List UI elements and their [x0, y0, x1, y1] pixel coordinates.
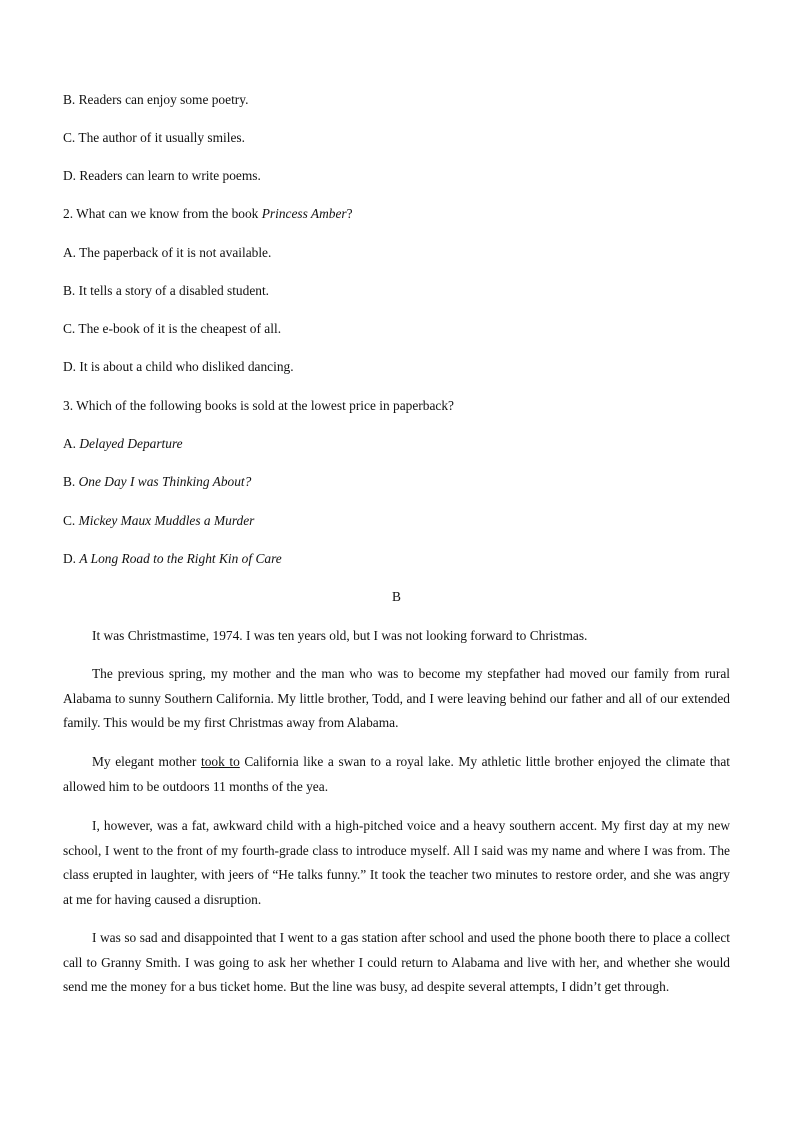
- option-3b-title: One Day I was Thinking About?: [78, 474, 252, 489]
- paragraph-3-start: My elegant mother: [92, 754, 201, 769]
- option-2d: D. It is about a child who disliked dancing.: [63, 359, 294, 374]
- option-3a: [63, 436, 183, 452]
- paragraph-1: It was Christmastime, 1974. I was ten years old, but I was not looking forward to Christmas.: [92, 628, 588, 643]
- option-2a: A. The paperback of it is not available.: [63, 245, 272, 260]
- question-2-stem: [63, 206, 353, 222]
- section-heading: B: [392, 589, 401, 604]
- option-3a-title: Delayed Departure: [79, 436, 183, 451]
- option-3c: [63, 513, 254, 529]
- paragraph-5: I was so sad and disappointed that I went to a gas station after school and used the phone booth there to place a collect call to Granny Smith. I was going to ask her whether I could return to Alabama and live with her, and whether she would send me the money for a bus ticket home. But the line was busy, ad despite several attempts, I didn’t get through.: [63, 930, 730, 994]
- option-2c: C. The e-book of it is the cheapest of all.: [63, 321, 282, 336]
- option-3d-title: A Long Road to the Right Kin of Care: [79, 551, 282, 566]
- option-2b: B. It tells a story of a disabled student.: [63, 283, 270, 298]
- paragraph-3: [63, 750, 730, 799]
- option-3b: [63, 474, 251, 490]
- option-3d-label: D.: [63, 551, 80, 566]
- question-2-suffix: ?: [346, 206, 353, 221]
- option-1d: D. Readers can learn to write poems.: [63, 168, 261, 183]
- paragraph-3-end: California like a swan to a royal lake. My athletic little brother enjoyed the climate that allowed him to be outdoors 11 months of the yea.: [63, 754, 730, 794]
- option-1c: C. The author of it usually smiles.: [63, 130, 245, 145]
- question-3-stem: 3. Which of the following books is sold at the lowest price in paperback?: [63, 398, 454, 413]
- question-2-prefix: 2. What can we know from the book: [63, 206, 262, 221]
- question-2-book-title: Princess Amber: [261, 206, 347, 221]
- paragraph-4: I, however, was a fat, awkward child with a high-pitched voice and a heavy southern accent. My first day at my new school, I went to the front of my fourth-grade class to introduce myself. All I said was my name and where I was from. The class erupted in laughter, with jeers of “He talks funny.” It took the teacher two minutes to restore order, and she was angry at me for having caused a disruption.: [63, 818, 730, 907]
- option-3c-label: C.: [63, 513, 79, 528]
- option-1b: B. Readers can enjoy some poetry.: [63, 92, 249, 107]
- option-3b-label: B.: [63, 474, 79, 489]
- option-3a-label: A.: [63, 436, 80, 451]
- paragraph-2: The previous spring, my mother and the man who was to become my stepfather had moved our family from rural Alabama to sunny Southern California. My little brother, Todd, and I were leaving behind our father and all of our extended family. This would be my first Christmas away from Alabama.: [63, 666, 730, 730]
- underlined-phrase: took to: [200, 754, 240, 769]
- option-3d: [63, 551, 282, 567]
- option-3c-title: Mickey Maux Muddles a Murder: [78, 513, 255, 528]
